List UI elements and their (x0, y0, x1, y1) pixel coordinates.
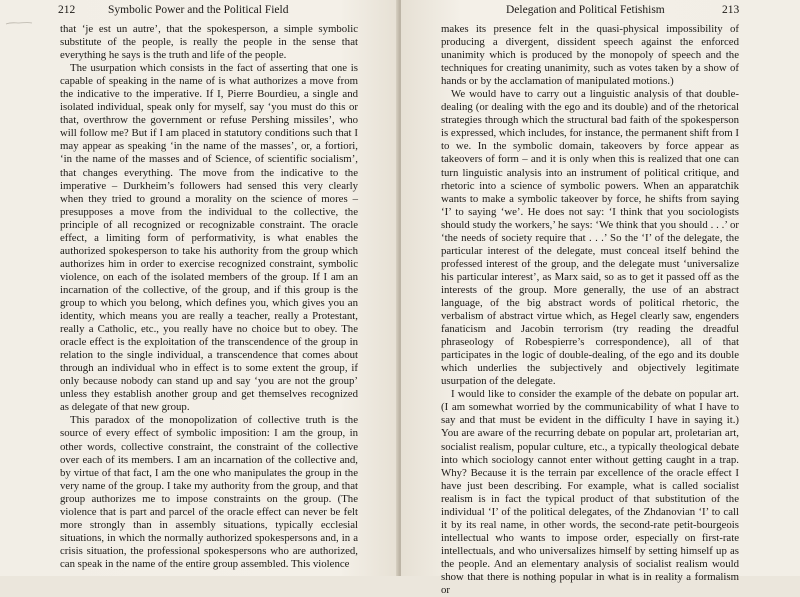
right-page-number: 213 (722, 4, 740, 16)
left-paragraph-1: that ‘je est un autre’, that the spokesperson, a simple symbolic substitute of the people, is really the people in the sense that everything he says is the truth and life of the people. (60, 23, 358, 62)
left-paragraph-2: The usurpation which consists in the fact of asserting that one is capable of speaking in the name of is what authorizes a move from the indicative to the imperative. If I, Pierre Bourdieu, a single and isolated individual, speak only for myself, say ‘you must do this or that, overthrow the government or refuse Pershing missiles’, who will follow me? But if I am placed in statutory conditions such that I may appear as speaking ‘in the name of the masses’, or, a fortiori, ‘in the name of the masses and of Science, of scientific socialism’, that changes everything. The move from the indicative to the imperative – Durkheim’s followers had sensed this very clearly when they tried to ground a morality on the science of mores – presupposes a move from the individual to the collective, the principle of all recognized or recognizable constraint. The oracle effect, a limiting form of performativity, is what enables the authorized spokesperson to take his authority from the group which authorizes him in order to exercise recognized constraint, symbolic violence, on each of the isolated members of the group. If I am an incarnation of the collective, of the group, and if this group is the group to which you belong, which defines you, which gives you an identity, which means you are really a teacher, really a Protestant, really a Catholic, etc., you really have no choice but to obey. The oracle effect is the exploitation of the transcendence of the group in relation to the single individual, a transcendence that comes about through an individual who in effect is to some extent the group, if only because nobody can stand up and say ‘you are not the group’ unless they establish another group and get themselves recognized as delegate of that new group. (60, 62, 358, 414)
left-running-head: Symbolic Power and the Political Field (108, 4, 289, 16)
left-page-number: 212 (58, 4, 76, 16)
left-page (0, 0, 399, 576)
left-paragraph-3: This paradox of the monopolization of collective truth is the source of every effect of symbolic imposition: I am the group, in other words, collective constraint, the constraint of the collective over each of its members. I am an incarnation of the collective and, by virtue of that fact, I am the one who manipulates the group in the very name of the group. I take my authority from the group, and that group authorizes me to impose constraints on the group. (The violence that is part and parcel of the oracle effect can never be felt more strongly than in assembly situations, typically ecclesial situations, in which the normally authorized spokespersons and, in a crisis situation, the professional spokespersons who are authorized, can speak in the name of the entire group assembled. This violence (60, 414, 358, 570)
right-running-head: Delegation and Political Fetishism (506, 4, 665, 16)
right-paragraph-3: I would like to consider the example of the debate on popular art. (I am somewhat worried by the communicability of what I have to say and that must be evident in the difficulty I have in saying it.) You are aware of the recurring debate on popular art, proletarian art, socialist realism, popular culture, etc., a typically theological debate into which sociology cannot enter without getting caught in a trap. Why? Because it is the terrain par excellence of the oracle effect I have just been describing. For example, what is called socialist realism is in fact the typical product of that substitution of the individual ‘I’ of the political delegates, of the Zhdanovian ‘I’ to call it by its real name, in other words, the second-rate petit-bourgeois intellectual who wants to impose order, especially on first-rate intellectuals, and who universalizes himself by setting himself up as the people. And an elementary analysis of socialist realism would show that there is nothing popular in what is in reality a formalism or (441, 388, 739, 597)
right-page (401, 0, 800, 597)
pencil-mark-icon (5, 20, 33, 26)
right-paragraph-2: We would have to carry out a linguistic analysis of that double-dealing (or dealing with the ego and its double) and of the rhetorical strategies through which the structural bad faith of the spokesperson is expressed, which includes, for instance, the permanent shift from I to we. In the symbolic domain, takeovers by force appear as takeovers of form – and it is only when this is realized that one can turn linguistic analysis into an instrument of political critique, and rhetoric into a science of symbolic powers. When an apparatchik wants to make a symbolic takeover by force, he shifts from saying ‘I’ to saying ‘we’. He does not say: ‘I think that you sociologists should study the workers,’ he says: ‘We think that you should . . .’ or ‘the needs of society require that . . .’ So the ‘I’ of the delegate, the particular interest of the delegate, must conceal itself behind the professed interest of the group, and the delegate must ‘universalize his particular interest’, as Marx said, so as to get it passed off as the interests of the group. More generally, the use of an abstract language, of the big abstract words of political rhetoric, the verbalism of abstract virtue which, as Hegel clearly saw, engenders fanaticism and Jacobin terrorism (try reading the dreadful phraseology of Robespierre’s correspondence), all of that participates in the logic of double-dealing, of the ego and its double which underlies the subjectively and objectively legitimate usurpation of the delegate. (441, 88, 739, 388)
right-body-text (441, 23, 739, 597)
right-paragraph-1: makes its presence felt in the quasi-physical impossibility of producing a divergent, dissident speech against the enforced unanimity which is produced by the monopoly of speech and the techniques for creating unanimity, such as votes taken by a show of hands or by the acclamation of manipulated motions.) (441, 23, 739, 88)
left-body-text (60, 23, 358, 571)
